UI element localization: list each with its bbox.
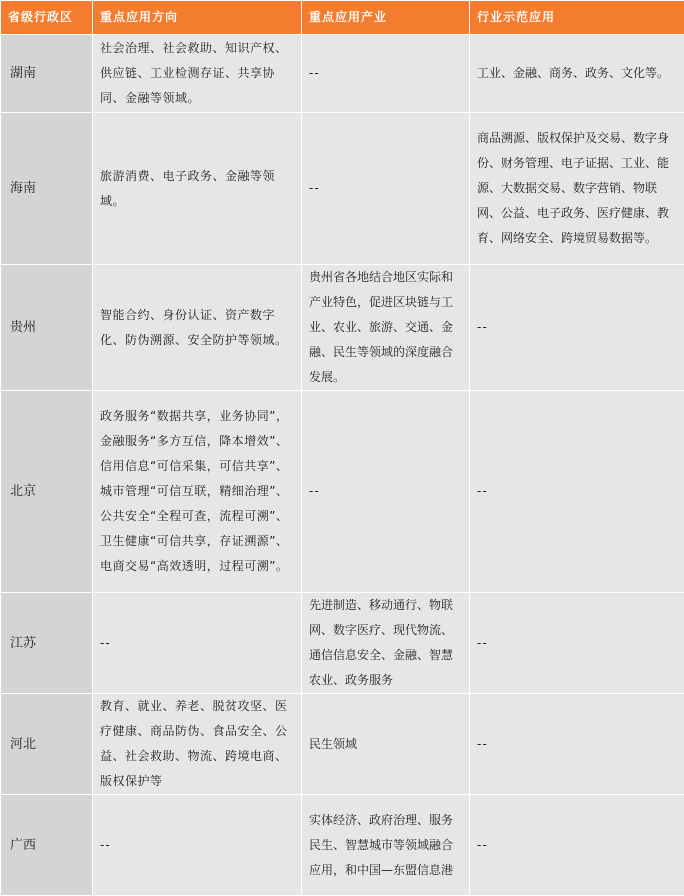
demo-cell: -- <box>470 391 684 593</box>
demo-cell: -- <box>470 265 684 391</box>
header-demo-application: 行业示范应用 <box>470 1 684 35</box>
province-cell: 湖南 <box>1 35 93 113</box>
industry-cell: 贵州省各地结合地区实际和产业特色，促进区块链与工业、农业、旅游、交通、金融、民生等领域的深度融合发展。 <box>302 265 470 391</box>
direction-cell: 智能合约、身份认证、资产数字化、防伪溯源、安全防护等领域。 <box>93 265 302 391</box>
demo-cell: -- <box>470 694 684 795</box>
table-row <box>1 265 684 391</box>
direction-cell: -- <box>93 593 302 694</box>
table-row <box>1 593 684 694</box>
direction-cell: 教育、就业、养老、脱贫攻坚、医疗健康、商品防伪、食品安全、公益、社会救助、物流、跨境电商、版权保护等 <box>93 694 302 795</box>
table-row <box>1 391 684 593</box>
industry-cell: 实体经济、政府治理、服务民生、智慧城市等领域融合应用，和中国—东盟信息港 <box>302 795 470 896</box>
province-cell: 贵州 <box>1 265 93 391</box>
table-header-row <box>1 1 684 35</box>
industry-cell: -- <box>302 391 470 593</box>
industry-cell: 民生领域 <box>302 694 470 795</box>
province-cell: 海南 <box>1 113 93 265</box>
direction-cell: 政务服务“数据共享，业务协同”，金融服务“多方互信，降本增效”、信用信息“可信采集，可信共享”、城市管理“可信互联，精细治理”、公共安全“全程可查，流程可溯”、卫生健康“可信共享，存证溯源”、电商交易“高效透明，过程可溯”。 <box>93 391 302 593</box>
demo-cell: 工业、金融、商务、政务、文化等。 <box>470 35 684 113</box>
table-row <box>1 795 684 896</box>
header-application-direction: 重点应用方向 <box>93 1 302 35</box>
demo-cell: -- <box>470 593 684 694</box>
table-row <box>1 694 684 795</box>
direction-cell: 社会治理、社会救助、知识产权、供应链、工业检测存证、共享协同、金融等领域。 <box>93 35 302 113</box>
industry-cell: -- <box>302 113 470 265</box>
direction-cell: 旅游消费、电子政务、金融等领域。 <box>93 113 302 265</box>
province-cell: 北京 <box>1 391 93 593</box>
industry-cell: -- <box>302 35 470 113</box>
direction-cell: -- <box>93 795 302 896</box>
table-row <box>1 35 684 113</box>
header-province: 省级行政区 <box>1 1 93 35</box>
province-cell: 江苏 <box>1 593 93 694</box>
province-cell: 广西 <box>1 795 93 896</box>
table-row <box>1 113 684 265</box>
header-application-industry: 重点应用产业 <box>302 1 470 35</box>
demo-cell: -- <box>470 795 684 896</box>
demo-cell: 商品溯源、版权保护及交易、数字身份、财务管理、电子证据、工业、能源、大数据交易、数字营销、物联网、公益、电子政务、医疗健康、教育、网络安全、跨境贸易数据等。 <box>470 113 684 265</box>
industry-cell: 先进制造、移动通行、物联网、数字医疗、现代物流、通信信息安全、金融、智慧农业、政务服务 <box>302 593 470 694</box>
province-cell: 河北 <box>1 694 93 795</box>
